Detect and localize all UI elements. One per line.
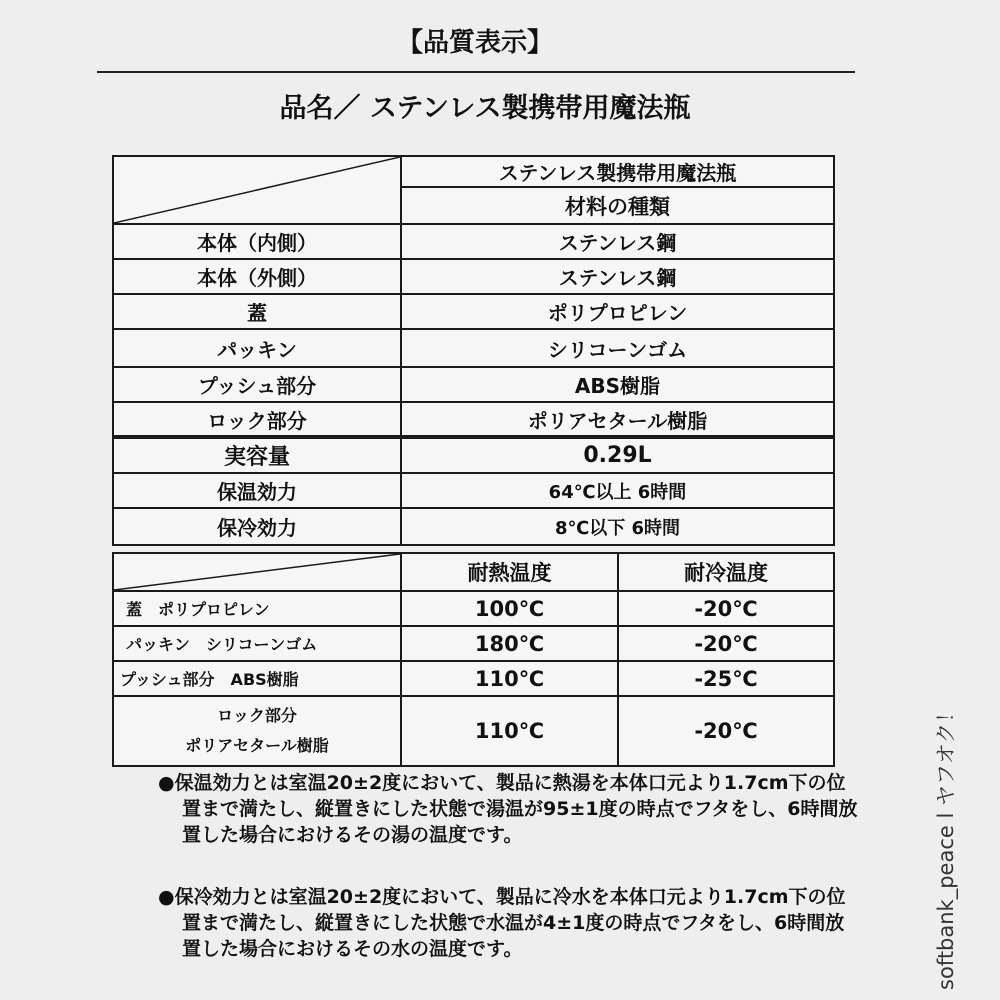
cold-cell: -25℃	[618, 661, 834, 696]
part-cell: ロック部分	[113, 402, 401, 437]
part-cell: プッシュ部分 ABS樹脂	[113, 661, 401, 696]
spec-value: 0.29L	[401, 437, 834, 473]
spec-value: 64℃以上 6時間	[401, 473, 834, 508]
divider	[97, 71, 855, 73]
watermark: softbank_peace l ヤフオク！	[934, 701, 958, 990]
spec-label: 実容量	[113, 437, 401, 473]
table-row	[113, 696, 834, 766]
label-title: 【品質表示】	[396, 28, 553, 58]
material-cell: ポリプロピレン	[401, 294, 834, 329]
table-row	[113, 591, 834, 626]
spec-value: 8℃以下 6時間	[401, 508, 834, 545]
cold-cell: -20℃	[618, 696, 834, 766]
part-cell: 本体（外側）	[113, 259, 401, 294]
table-row	[113, 437, 834, 473]
heat-resistance-header: 耐熱温度	[401, 553, 618, 591]
part-cell: 蓋 ポリプロピレン	[113, 591, 401, 626]
note-text: ●保温効力とは室温20±2度において、製品に熱湯を本体口元より1.7cm下の位置まで満たし、縦置きにした状態で湯温が95±1度の時点でフタをし、6時間放置した場合におけるその湯の温度です。	[158, 772, 858, 846]
cold-resistance-header: 耐冷温度	[618, 553, 834, 591]
heat-cell: 110℃	[401, 661, 618, 696]
material-cell: ステンレス鋼	[401, 259, 834, 294]
part-cell: パッキン	[113, 329, 401, 367]
materials-table	[112, 155, 835, 546]
diagonal-header-cell	[113, 553, 401, 591]
temperature-table	[112, 552, 835, 767]
part-cell: 本体（内側）	[113, 224, 401, 259]
part-cell	[113, 696, 401, 766]
part-cell: 蓋	[113, 294, 401, 329]
table-row	[113, 259, 834, 294]
table-row	[113, 402, 834, 437]
spec-label: 保温効力	[113, 473, 401, 508]
note-cold-retention	[158, 884, 858, 962]
heat-cell: 110℃	[401, 696, 618, 766]
material-cell: ステンレス鋼	[401, 224, 834, 259]
part-line: ロック部分	[217, 706, 297, 725]
heat-cell: 100℃	[401, 591, 618, 626]
table-row	[113, 626, 834, 661]
table-row	[113, 294, 834, 329]
cold-cell: -20℃	[618, 626, 834, 661]
part-cell: プッシュ部分	[113, 367, 401, 402]
heat-cell: 180℃	[401, 626, 618, 661]
note-text: ●保冷効力とは室温20±2度において、製品に冷水を本体口元より1.7cm下の位置まで満たし、縦置きにした状態で水温が4±1度の時点でフタをし、6時間放置した場合におけるその水の温度です。	[158, 886, 846, 960]
spec-label: 保冷効力	[113, 508, 401, 545]
table-row	[113, 508, 834, 545]
cold-cell: -20℃	[618, 591, 834, 626]
table-row	[113, 661, 834, 696]
material-header: 材料の種類	[401, 187, 834, 224]
note-heat-retention	[158, 770, 858, 848]
material-cell: シリコーンゴム	[401, 329, 834, 367]
part-cell: パッキン シリコーンゴム	[113, 626, 401, 661]
diagonal-header-cell	[113, 156, 401, 224]
material-cell: ABS樹脂	[401, 367, 834, 402]
table-row	[113, 367, 834, 402]
product-name: 品名／ ステンレス製携帯用魔法瓶	[279, 93, 691, 124]
table-row	[113, 329, 834, 367]
material-cell: ポリアセタール樹脂	[401, 402, 834, 437]
product-header: ステンレス製携帯用魔法瓶	[401, 156, 834, 187]
table-row	[113, 224, 834, 259]
part-line: ポリアセタール樹脂	[185, 736, 329, 755]
table-row	[113, 473, 834, 508]
